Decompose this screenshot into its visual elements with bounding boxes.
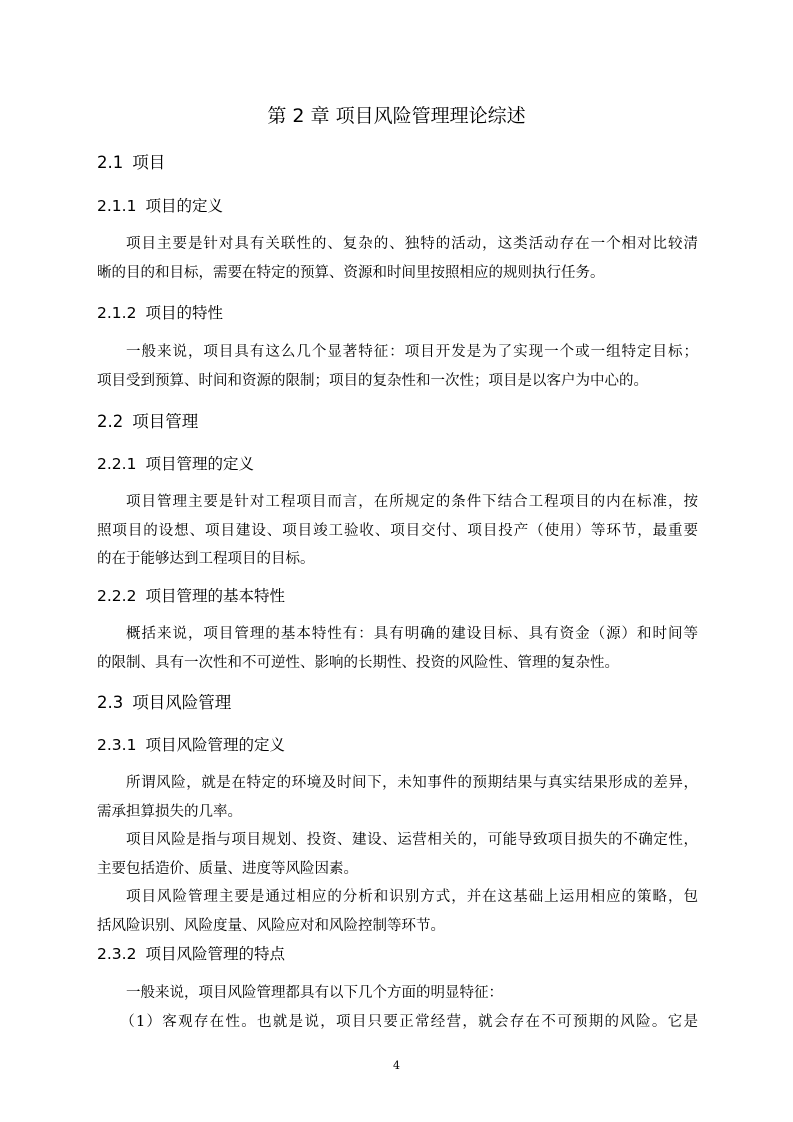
- paragraph-project-definition: [97, 230, 698, 287]
- text-line: 所谓风险，就是在特定的环境及时间下，未知事件的预期结果与真实结果形成的差异，: [126, 775, 698, 791]
- section-heading-2-1: [97, 152, 165, 174]
- section-number: 2.1: [97, 153, 124, 172]
- text-line: 一般来说，项目风险管理都具有以下几个方面的明显特征：: [126, 985, 503, 1001]
- section-heading-2-1-1: [97, 195, 223, 217]
- section-title: 项目管理: [132, 412, 199, 431]
- text-line: 需承担算损失的几率。: [97, 803, 242, 820]
- section-number: 2.1.1: [97, 197, 137, 215]
- section-number: 2.2.2: [97, 587, 137, 605]
- paragraph-objective-existence: [97, 1008, 698, 1037]
- section-number: 2.2.1: [97, 455, 137, 473]
- text-line: 括风险识别、风险度量、风险应对和风险控制等环节。: [97, 917, 445, 934]
- text-line: 一般来说，项目具有这么几个显著特征：项目开发是为了实现一个或一组特定目标；: [126, 344, 698, 360]
- text-line: 照项目的设想、项目建设、项目竣工验收、项目交付、项目投产（使用）等环节，最重要: [97, 522, 698, 539]
- text-line: 概括来说，项目管理的基本特性有：具有明确的建设目标、具有资金（源）和时间等: [126, 626, 698, 642]
- section-title: 项目的特性: [145, 304, 223, 322]
- section-heading-2-1-2: [97, 302, 223, 324]
- text-line: 项目受到预算、时间和资源的限制；项目的复杂性和一次性；项目是以客户为中心的。: [97, 372, 648, 389]
- paragraph-project-characteristics: [97, 338, 698, 395]
- section-number: 2.2: [97, 412, 124, 431]
- text-line: 项目风险管理主要是通过相应的分析和识别方式，并在这基础上运用相应的策略，包: [126, 889, 698, 905]
- section-title: 项目管理的基本特性: [145, 587, 285, 605]
- section-number: 2.1.2: [97, 304, 137, 322]
- section-number: 2.3.2: [97, 945, 137, 963]
- section-number: 2.3: [97, 693, 124, 712]
- text-line: 项目风险是指与项目规划、投资、建设、运营相关的，可能导致项目损失的不确定性，: [126, 832, 698, 848]
- text-line: 晰的目的和目标，需要在特定的预算、资源和时间里按照相应的规则执行任务。: [97, 264, 605, 281]
- section-number: 2.3.1: [97, 736, 137, 754]
- paragraph-project-risk: [97, 826, 698, 883]
- paragraph-risk-definition: [97, 769, 698, 826]
- section-title: 项目管理的定义: [145, 455, 254, 473]
- text-line: 主要包括造价、质量、进度等风险因素。: [97, 860, 358, 877]
- section-title: 项目风险管理: [132, 693, 232, 712]
- paragraph-project-management-features: [97, 620, 698, 677]
- section-heading-2-3-2: [97, 943, 285, 965]
- text-line: 的限制、具有一次性和不可逆性、影响的长期性、投资的风险性、管理的复杂性。: [97, 654, 619, 671]
- section-heading-2-3: [97, 692, 231, 714]
- chapter-title: 第 2 章 项目风险管理理论综述: [267, 105, 526, 127]
- section-heading-2-2-1: [97, 453, 254, 475]
- page-number: 4: [393, 1059, 400, 1072]
- paragraph-risk-management-features: [97, 979, 698, 1008]
- section-title: 项目风险管理的特点: [145, 945, 285, 963]
- section-heading-2-2-2: [97, 585, 285, 607]
- section-title: 项目的定义: [145, 197, 223, 215]
- section-title: 项目: [132, 153, 166, 172]
- section-title: 项目风险管理的定义: [145, 736, 285, 754]
- text-line: 项目管理主要是针对工程项目而言，在所规定的条件下结合工程项目的内在标准，按: [126, 494, 698, 510]
- section-heading-2-2: [97, 411, 198, 433]
- paragraph-project-management-definition: [97, 488, 698, 574]
- text-line: （1）客观存在性。也就是说，项目只要正常经营，就会存在不可预期的风险。它是: [120, 1014, 698, 1030]
- text-line: 的在于能够达到工程项目的目标。: [97, 551, 315, 567]
- text-line: 项目主要是针对具有关联性的、复杂的、独特的活动，这类活动存在一个相对比较清: [126, 236, 698, 252]
- section-heading-2-3-1: [97, 734, 285, 756]
- paragraph-project-risk-management: [97, 883, 698, 940]
